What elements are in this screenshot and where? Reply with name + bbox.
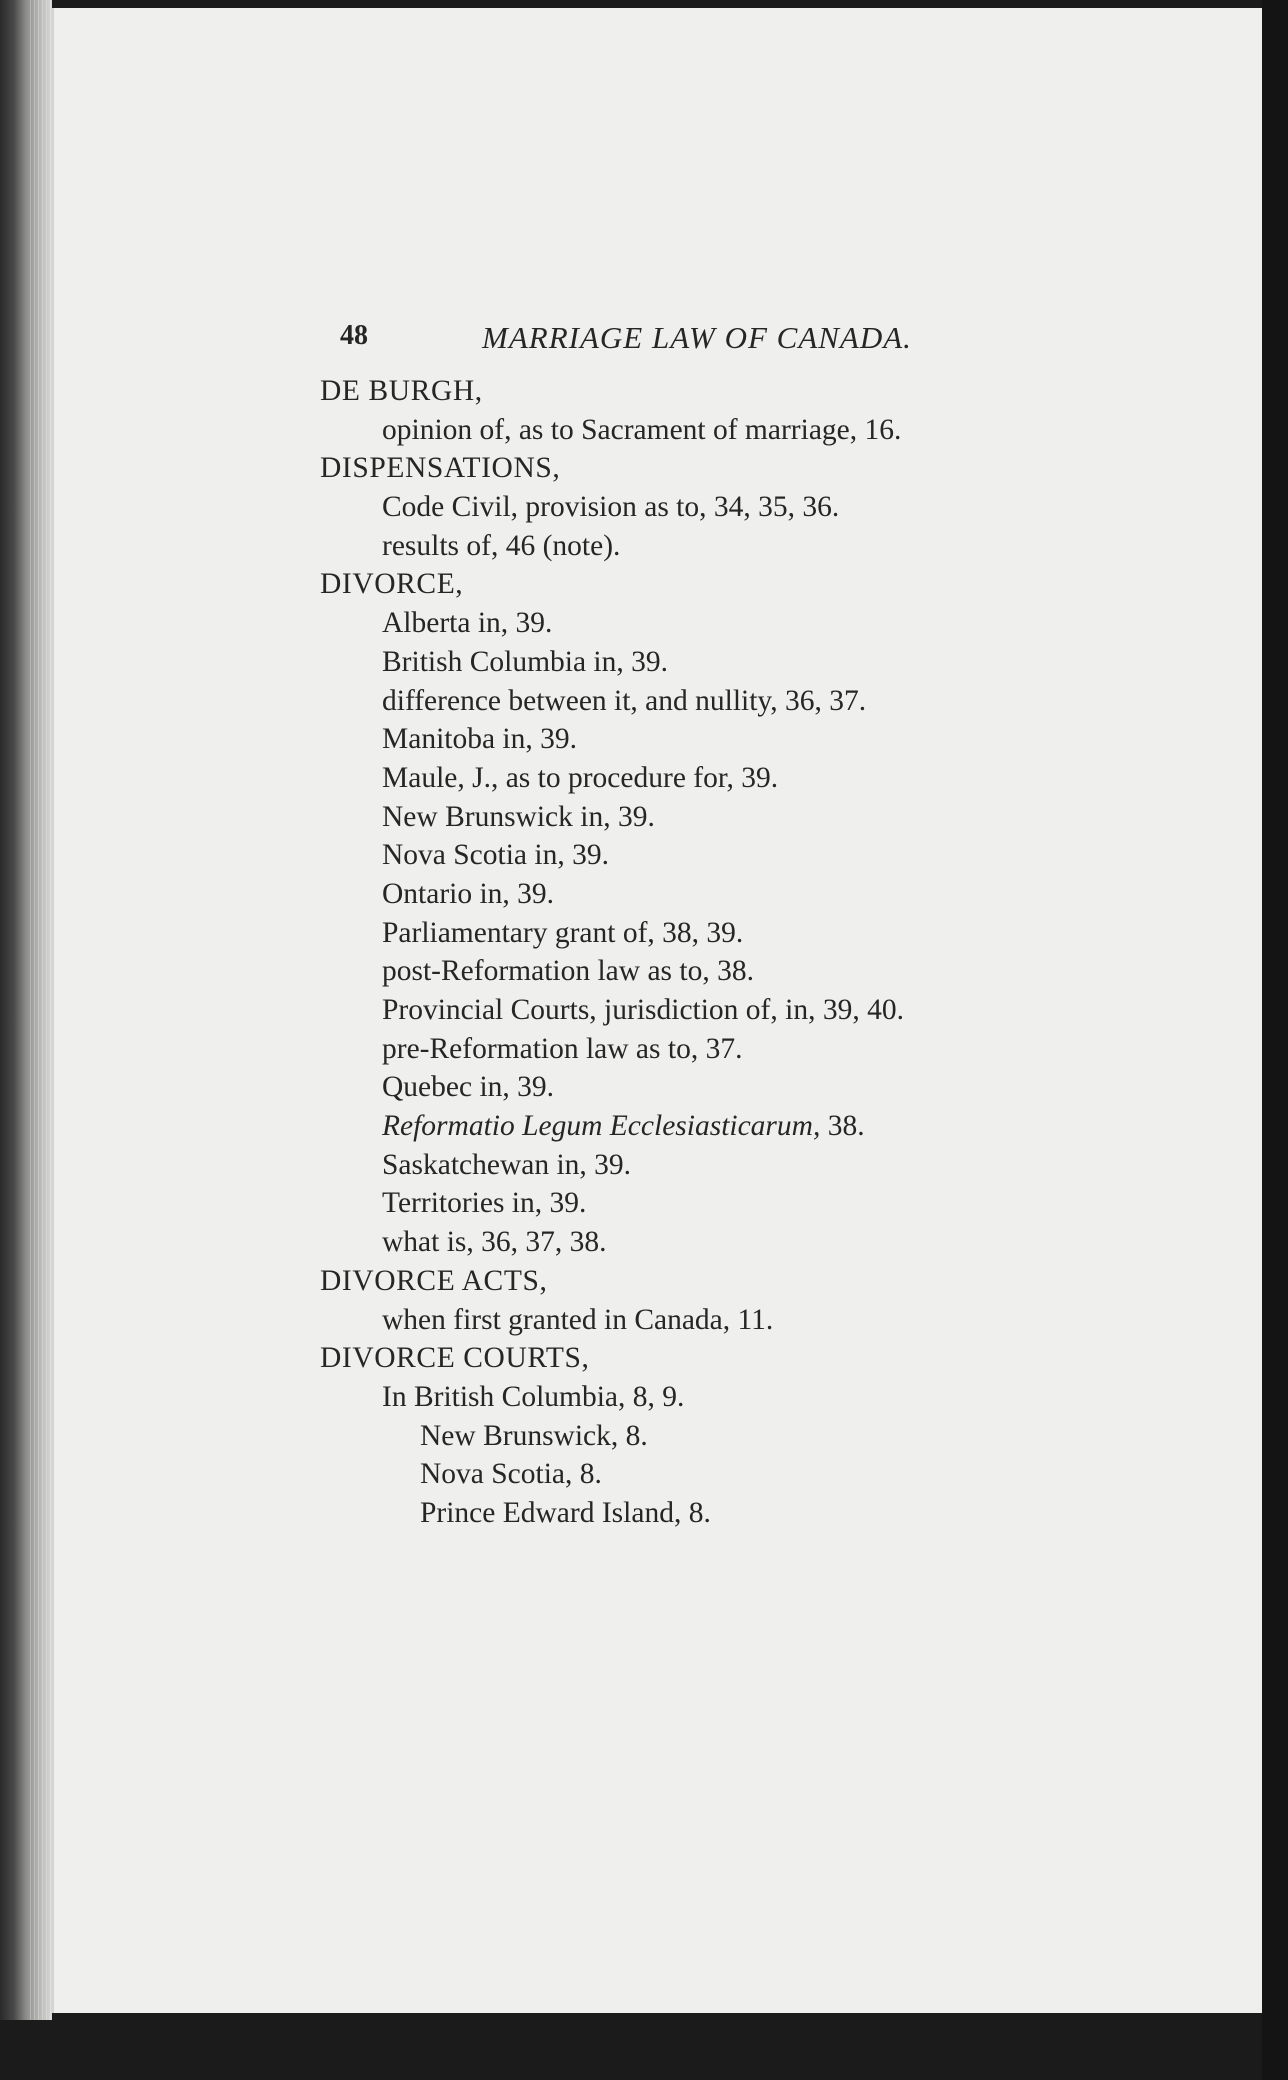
index-subentry: Saskatchewan in, 39. bbox=[382, 1148, 632, 1181]
index-heading: DIVORCE ACTS, bbox=[320, 1264, 548, 1297]
index-entries bbox=[320, 372, 1080, 1533]
index-subentry: post-Reformation law as to, 38. bbox=[382, 955, 754, 988]
index-subentry: Parliamentary grant of, 38, 39. bbox=[382, 916, 744, 949]
scan-border-right bbox=[1262, 0, 1288, 2080]
index-subentry-nested: Nova Scotia, 8. bbox=[420, 1458, 602, 1491]
index-heading: DISPENSATIONS, bbox=[320, 452, 561, 485]
index-subentry: Ontario in, 39. bbox=[382, 877, 555, 910]
index-subentry: Provincial Courts, jurisdiction of, in, 39, 40. bbox=[382, 994, 904, 1026]
index-subentry-nested: Prince Edward Island, 8. bbox=[420, 1496, 711, 1529]
index-subentry-nested: New Brunswick, 8. bbox=[420, 1419, 648, 1452]
book-spine bbox=[0, 0, 52, 2020]
index-subentry bbox=[320, 1107, 1080, 1146]
index-subentry: Code Civil, provision as to, 34, 35, 36. bbox=[382, 491, 840, 524]
page-reference: 38. bbox=[820, 1110, 865, 1143]
page-number: 48 bbox=[340, 320, 368, 351]
index-subentry: Territories in, 39. bbox=[382, 1187, 587, 1220]
index-subentry: Manitoba in, 39. bbox=[382, 723, 578, 756]
running-title: MARRIAGE LAW OF CANADA. bbox=[482, 320, 912, 355]
index-subentry: Quebec in, 39. bbox=[382, 1071, 555, 1104]
running-head bbox=[340, 320, 1040, 360]
index-subentry: In British Columbia, 8, 9. bbox=[382, 1380, 685, 1413]
index-subentry: British Columbia in, 39. bbox=[382, 645, 668, 678]
index-subentry: what is, 36, 37, 38. bbox=[382, 1226, 607, 1259]
index-subentry: Alberta in, 39. bbox=[382, 607, 553, 640]
index-heading: DE BURGH, bbox=[320, 375, 483, 407]
index-heading: DIVORCE, bbox=[320, 568, 464, 601]
index-subentry: results of, 46 (note). bbox=[382, 529, 621, 562]
index-subentry: pre-Reformation law as to, 37. bbox=[382, 1032, 743, 1065]
index-subentry: New Brunswick in, 39. bbox=[382, 800, 655, 833]
spine-page-edges bbox=[30, 0, 52, 2020]
index-subentry: Maule, J., as to procedure for, 39. bbox=[382, 761, 779, 794]
index-subentry: when first granted in Canada, 11. bbox=[382, 1303, 774, 1336]
index-subentry: difference between it, and nullity, 36, 37. bbox=[382, 684, 867, 717]
latin-title: Reformatio Legum Ecclesiasticarum, bbox=[382, 1110, 821, 1143]
index-subentry: Nova Scotia in, 39. bbox=[382, 839, 609, 872]
index-heading: DIVORCE COURTS, bbox=[320, 1342, 590, 1375]
index-subentry: opinion of, as to Sacrament of marriage, 16. bbox=[382, 413, 902, 446]
